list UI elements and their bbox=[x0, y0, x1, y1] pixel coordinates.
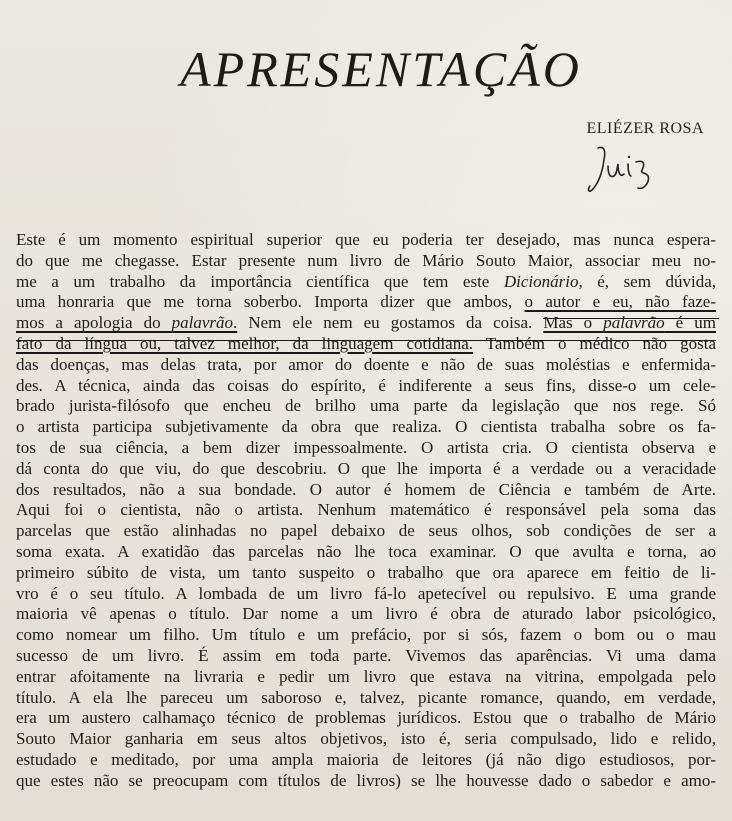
text-segment: dos resultados, não a sua bondade. O autor é homem de Ciência e também de Arte. bbox=[16, 479, 716, 499]
text-line bbox=[16, 272, 716, 293]
text-segment: dá conta do que viu, do que descobriu. O que lhe importa é a verdade ou a veracidade bbox=[16, 458, 716, 478]
emphasized-text: palavrão bbox=[171, 313, 234, 333]
text-line bbox=[16, 771, 716, 792]
text-segment: Aqui foi o cientista, não o artista. Nenhum matemático é responsável pela soma das bbox=[16, 500, 716, 520]
text-line bbox=[16, 459, 716, 480]
emphasized-text: Dicionário bbox=[503, 271, 579, 291]
text-line bbox=[16, 604, 716, 625]
text-line bbox=[16, 396, 716, 417]
text-segment: parcelas que estão alinhadas no papel debaixo de seus olhos, sob condições de ser a bbox=[16, 521, 716, 541]
body-text bbox=[16, 230, 716, 792]
text-line bbox=[16, 251, 716, 272]
text-segment: Souto Maior ganharia em seus altos objetivos, isto é, seria compulsado, lido e relido, bbox=[16, 729, 716, 749]
text-line bbox=[16, 667, 716, 688]
text-segment: tos de sua ciência, a bem dizer impessoalmente. O artista cria. O cientista observa e bbox=[16, 437, 716, 457]
text-line bbox=[16, 584, 716, 605]
text-segment: estudado e meditado, por uma ampla maioria de leitores (já não digo estudiosos, por- bbox=[16, 749, 716, 769]
text-line bbox=[16, 480, 716, 501]
emphasized-text: palavrão bbox=[603, 313, 665, 333]
text-segment: era um austero calhamaço técnico de problemas jurídicos. Estou que o trabalho de Mário bbox=[16, 708, 716, 728]
text-line bbox=[16, 230, 716, 251]
text-segment: o artista participa subjetivamente da obra que realiza. O cientista trabalha sobre os fa- bbox=[16, 417, 716, 437]
text-segment: entrar afoitamente na livraria e pedir um livro que estava na vitrina, empolgada pelo bbox=[16, 666, 716, 686]
text-segment: Nem ele nem eu gostamos da coisa. bbox=[237, 313, 544, 333]
text-segment: soma exata. A exatidão das parcelas não lhe toca examinar. O que avulta e torna, ao bbox=[16, 541, 716, 561]
text-line bbox=[16, 708, 716, 729]
text-segment: título. A ela lhe pareceu um saboroso e, talvez, picante romance, quando, em verdade, bbox=[16, 687, 716, 707]
text-segment: das doenças, mas delas trata, por amor do doente e não de suas moléstias e enfermida- bbox=[16, 354, 716, 374]
text-segment: vro é o seu título. A lombada de um livro fá-lo apetecível ou repulsivo. E uma grande bbox=[16, 583, 716, 603]
text-line bbox=[16, 355, 716, 376]
author-name: ELIÉZER ROSA bbox=[586, 120, 704, 137]
text-segment: fato da língua ou, talvez melhor, da linguagem cotidiana. bbox=[16, 333, 474, 353]
text-segment: brado jurista-filósofo que encheu de brilho uma parte da legislação que nos rege. Só bbox=[16, 396, 716, 416]
text-line bbox=[16, 313, 716, 334]
text-segment: é um bbox=[664, 313, 717, 333]
text-segment: mos a apologia do bbox=[16, 313, 172, 333]
text-segment: , é, sem dúvida, bbox=[578, 271, 716, 291]
text-line bbox=[16, 542, 716, 563]
text-line bbox=[16, 563, 716, 584]
text-segment: me a um trabalho da importância científica que tem este bbox=[16, 271, 504, 291]
text-line bbox=[16, 625, 716, 646]
text-line bbox=[16, 750, 716, 771]
text-line bbox=[16, 688, 716, 709]
text-segment: primeiro súbito de vista, um tanto suspeito o trabalho que ora aparece em feitio de li- bbox=[16, 562, 716, 582]
text-line bbox=[16, 500, 716, 521]
text-segment: uma honraria que me torna soberbo. Importa dizer que ambos, bbox=[16, 292, 525, 312]
text-line bbox=[16, 646, 716, 667]
text-line bbox=[16, 376, 716, 397]
handwritten-note-juiz bbox=[584, 140, 664, 200]
text-line bbox=[16, 438, 716, 459]
text-segment: . bbox=[233, 313, 238, 333]
text-line bbox=[16, 729, 716, 750]
text-segment: maioria vê apenas o título. Dar nome a um livro é obra de aturado labor psicológico, bbox=[16, 604, 716, 624]
text-segment: Este é um momento espiritual superior que eu poderia ter desejado, mas nunca espera- bbox=[16, 230, 716, 249]
text-segment: sucesso de um livro. É assim em toda parte. Vivemos das aparências. Vi uma dama bbox=[16, 645, 716, 665]
page-title: APRESENTAÇÃO bbox=[180, 40, 582, 97]
text-segment: des. A técnica, ainda das coisas do espírito, é indiferente a seus fins, disse-o um cele- bbox=[16, 375, 716, 395]
text-segment: que estes não se preocupam com títulos de livros) se lhe houvesse dado o sabedor e amo- bbox=[16, 770, 716, 790]
handwritten-underline bbox=[543, 318, 719, 319]
text-segment: do que me chegasse. Estar presente num livro de Mário Souto Maior, associar meu no- bbox=[16, 250, 716, 270]
text-segment: Também o médico não gosta bbox=[473, 333, 716, 353]
text-segment: o autor e eu, não faze- bbox=[524, 292, 716, 312]
text-segment: Mas o bbox=[543, 313, 604, 333]
text-segment: como nomear um filho. Um título e um prefácio, por si sós, fazem o bom ou o mau bbox=[16, 625, 716, 645]
handwritten-underline bbox=[16, 340, 716, 341]
text-line bbox=[16, 334, 716, 355]
text-line bbox=[16, 417, 716, 438]
text-line bbox=[16, 292, 716, 313]
text-line bbox=[16, 521, 716, 542]
